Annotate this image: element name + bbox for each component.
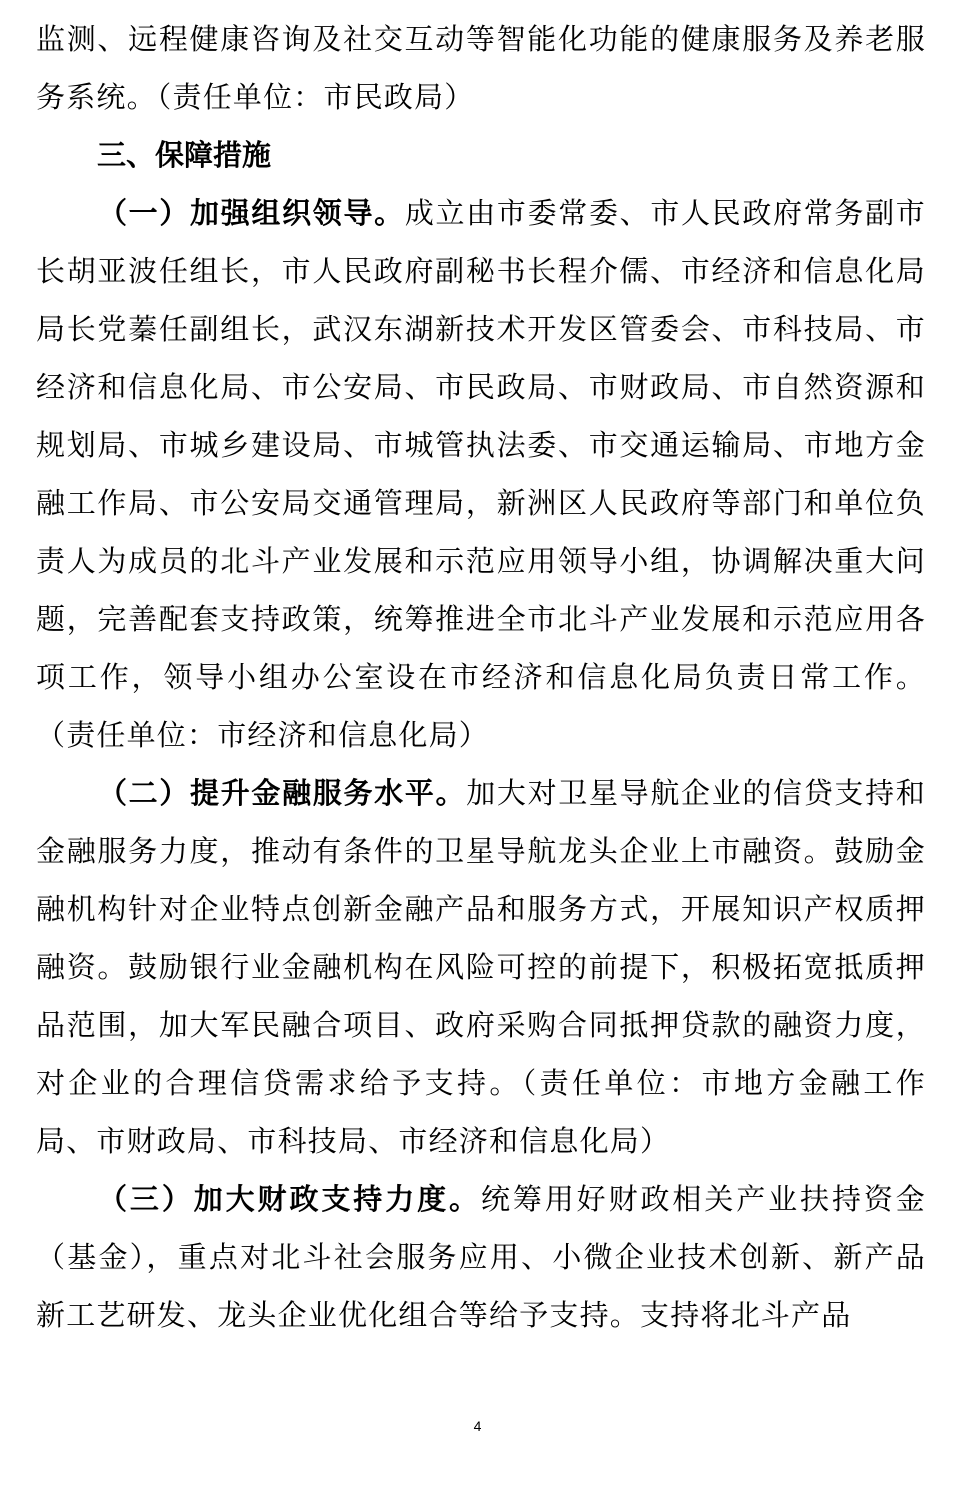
paragraph-health-services xyxy=(36,10,926,126)
section-heading: 三、保障措施 xyxy=(97,138,272,172)
paragraph-text: 加大对卫星导航企业的信贷支持和金融服务力度，推动有条件的卫星导航龙头企业上市融资。鼓励金融机构针对企业特点创新金融产品和服务方式，开展知识产权质押融资。鼓励银行业金融机构在风险可控的前提下，积极拓宽抵质押品范围，加大军民融合项目、政府采购合同抵押贷款的融资力度，对企业的合理信贷需求给予支持。（责任单位：市地方金融工作局、市财政局、市科技局、市经济和信息化局） xyxy=(36,776,926,1158)
paragraph-financial-services xyxy=(36,764,926,1170)
paragraph-text: 监测、远程健康咨询及社交互动等智能化功能的健康服务及养老服务系统。（责任单位：市民政局） xyxy=(36,22,926,114)
paragraph-fiscal-support xyxy=(36,1170,926,1344)
paragraph-text: 统筹用好财政相关产业扶持资金（基金），重点对北斗社会服务应用、小微企业技术创新、新产品新工艺研发、龙头企业优化组合等给予支持。支持将北斗产品 xyxy=(36,1182,926,1332)
page-number: 4 xyxy=(473,1418,482,1434)
paragraph-organization-leadership xyxy=(36,184,926,764)
paragraph-lead: （一）加强组织领导。 xyxy=(98,196,405,230)
paragraph-lead: （二）提升金融服务水平。 xyxy=(98,776,467,810)
paragraph-lead: （三）加大财政支持力度。 xyxy=(98,1182,481,1216)
paragraph-text: 成立由市委常委、市人民政府常务副市长胡亚波任组长，市人民政府副秘书长程介儒、市经济和信息化局局长党蓁任副组长，武汉东湖新技术开发区管委会、市科技局、市经济和信息化局、市公安局、市民政局、市财政局、市自然资源和规划局、市城乡建设局、市城管执法委、市交通运输局、市地方金融工作局、市公安局交通管理局，新洲区人民政府等部门和单位负责人为成员的北斗产业发展和示范应用领导小组，协调解决重大问题，完善配套支持政策，统筹推进全市北斗产业发展和示范应用各项工作，领导小组办公室设在市经济和信息化局负责日常工作。（责任单位：市经济和信息化局） xyxy=(36,196,926,752)
